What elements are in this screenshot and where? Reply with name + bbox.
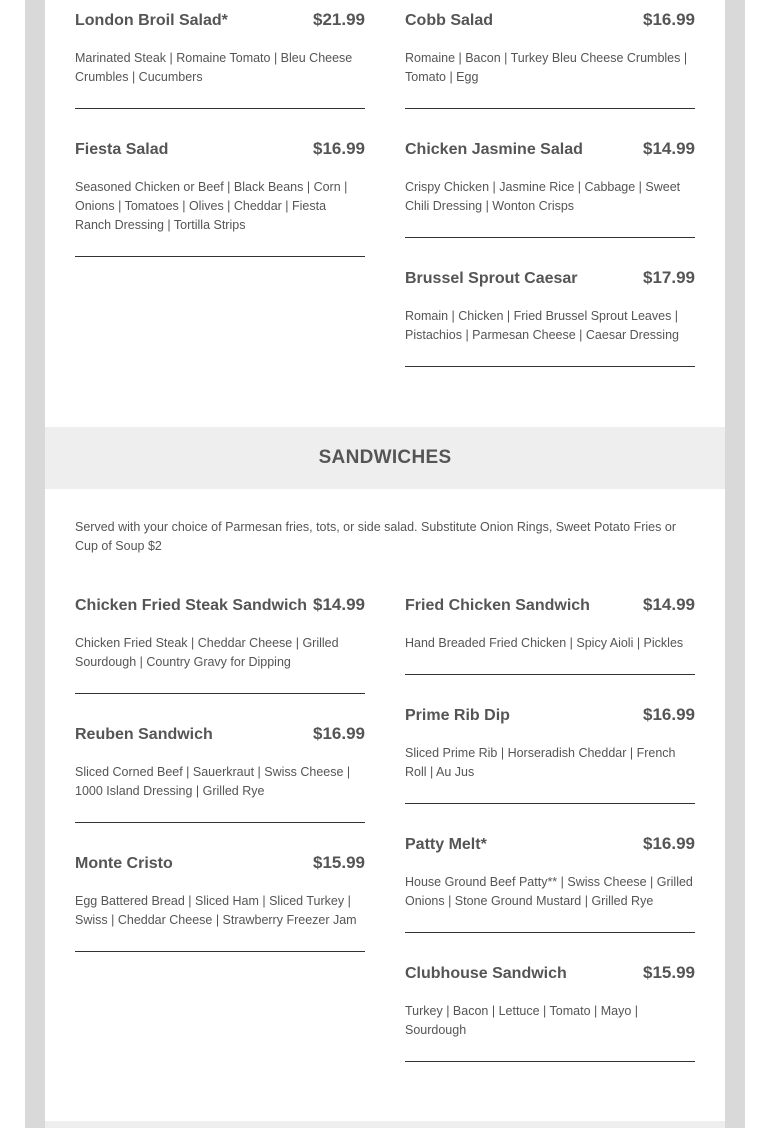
menu-item [75,724,365,823]
menu-item [405,268,695,367]
item-price: $16.99 [313,139,365,158]
item-price: $14.99 [643,139,695,158]
item-price: $15.99 [643,963,695,982]
salads-right-column [405,10,695,367]
item-name: Prime Rib Dip [405,707,510,724]
item-description: Turkey | Bacon | Lettuce | Tomato | Mayo | Sourdough [405,1004,639,1037]
item-name: Cobb Salad [405,12,494,29]
menu-item [75,139,365,257]
item-name: Chicken Jasmine Salad [405,141,583,158]
menu-item [405,963,695,1062]
item-description: House Ground Beef Patty** | Swiss Cheese | Grilled Onions | Stone Ground Mustard | Grilled Rye [405,875,693,908]
item-price: $17.99 [643,268,695,287]
item-price: $15.99 [313,853,365,872]
sandwiches-left-column [75,595,365,952]
page-border-right [725,0,745,1128]
salads-left-column [75,10,365,257]
item-name: Chicken Fried Steak Sandwich [75,597,308,614]
item-price: $14.99 [643,595,695,614]
menu-item [75,595,365,694]
item-description: Romaine | Bacon | Turkey Bleu Cheese Crumbles | Tomato | Egg [405,51,688,84]
sandwiches-right-column [405,595,695,1062]
item-name: Fiesta Salad [75,141,169,158]
item-description: Sliced Corned Beef | Sauerkraut | Swiss Cheese | 1000 Island Dressing | Grilled Rye [75,765,351,798]
item-description: Marinated Steak | Romaine Tomato | Bleu Cheese Crumbles | Cucumbers [75,51,353,84]
item-name: Patty Melt* [405,836,487,853]
item-price: $16.99 [313,724,365,743]
item-description: Hand Breaded Fried Chicken | Spicy Aioli | Pickles [405,636,684,650]
item-description: Seasoned Chicken or Beef | Black Beans | Corn | Onions | Tomatoes | Olives | Cheddar | Fiesta Ranch Dressing | Tortilla Strips [75,180,348,232]
item-name: Brussel Sprout Caesar [405,270,578,287]
item-price: $14.99 [313,595,365,614]
item-name: London Broil Salad* [75,12,228,29]
item-description: Sliced Prime Rib | Horseradish Cheddar | French Roll | Au Jus [405,746,676,779]
menu-item [75,10,365,109]
item-name: Clubhouse Sandwich [405,965,567,982]
menu-item [405,10,695,109]
item-description: Crispy Chicken | Jasmine Rice | Cabbage | Sweet Chili Dressing | Wonton Crisps [405,180,681,213]
page-border-left [25,0,45,1128]
item-price: $16.99 [643,705,695,724]
menu-item [405,834,695,933]
item-price: $16.99 [643,834,695,853]
next-section-header [45,1121,725,1128]
menu-item [405,595,695,675]
item-description: Romain | Chicken | Fried Brussel Sprout Leaves | Pistachios | Parmesan Cheese | Caesar Dressing [405,309,679,342]
item-description: Chicken Fried Steak | Cheddar Cheese | Grilled Sourdough | Country Gravy for Dipping [75,636,339,669]
menu-item [405,139,695,238]
item-price: $21.99 [313,10,365,29]
sandwiches-header [45,427,725,489]
sandwiches-note: Served with your choice of Parmesan fries, tots, or side salad. Substitute Onion Rings, Sweet Potato Fries or Cup of Soup $2 [75,520,676,553]
item-name: Fried Chicken Sandwich [405,597,590,614]
menu-item [75,853,365,952]
menu-item [405,705,695,804]
section-title: SANDWICHES [318,447,452,468]
item-description: Egg Battered Bread | Sliced Ham | Sliced Turkey | Swiss | Cheddar Cheese | Strawberry Freezer Jam [75,894,357,927]
item-price: $16.99 [643,10,695,29]
item-name: Monte Cristo [75,855,173,872]
item-name: Reuben Sandwich [75,726,213,743]
